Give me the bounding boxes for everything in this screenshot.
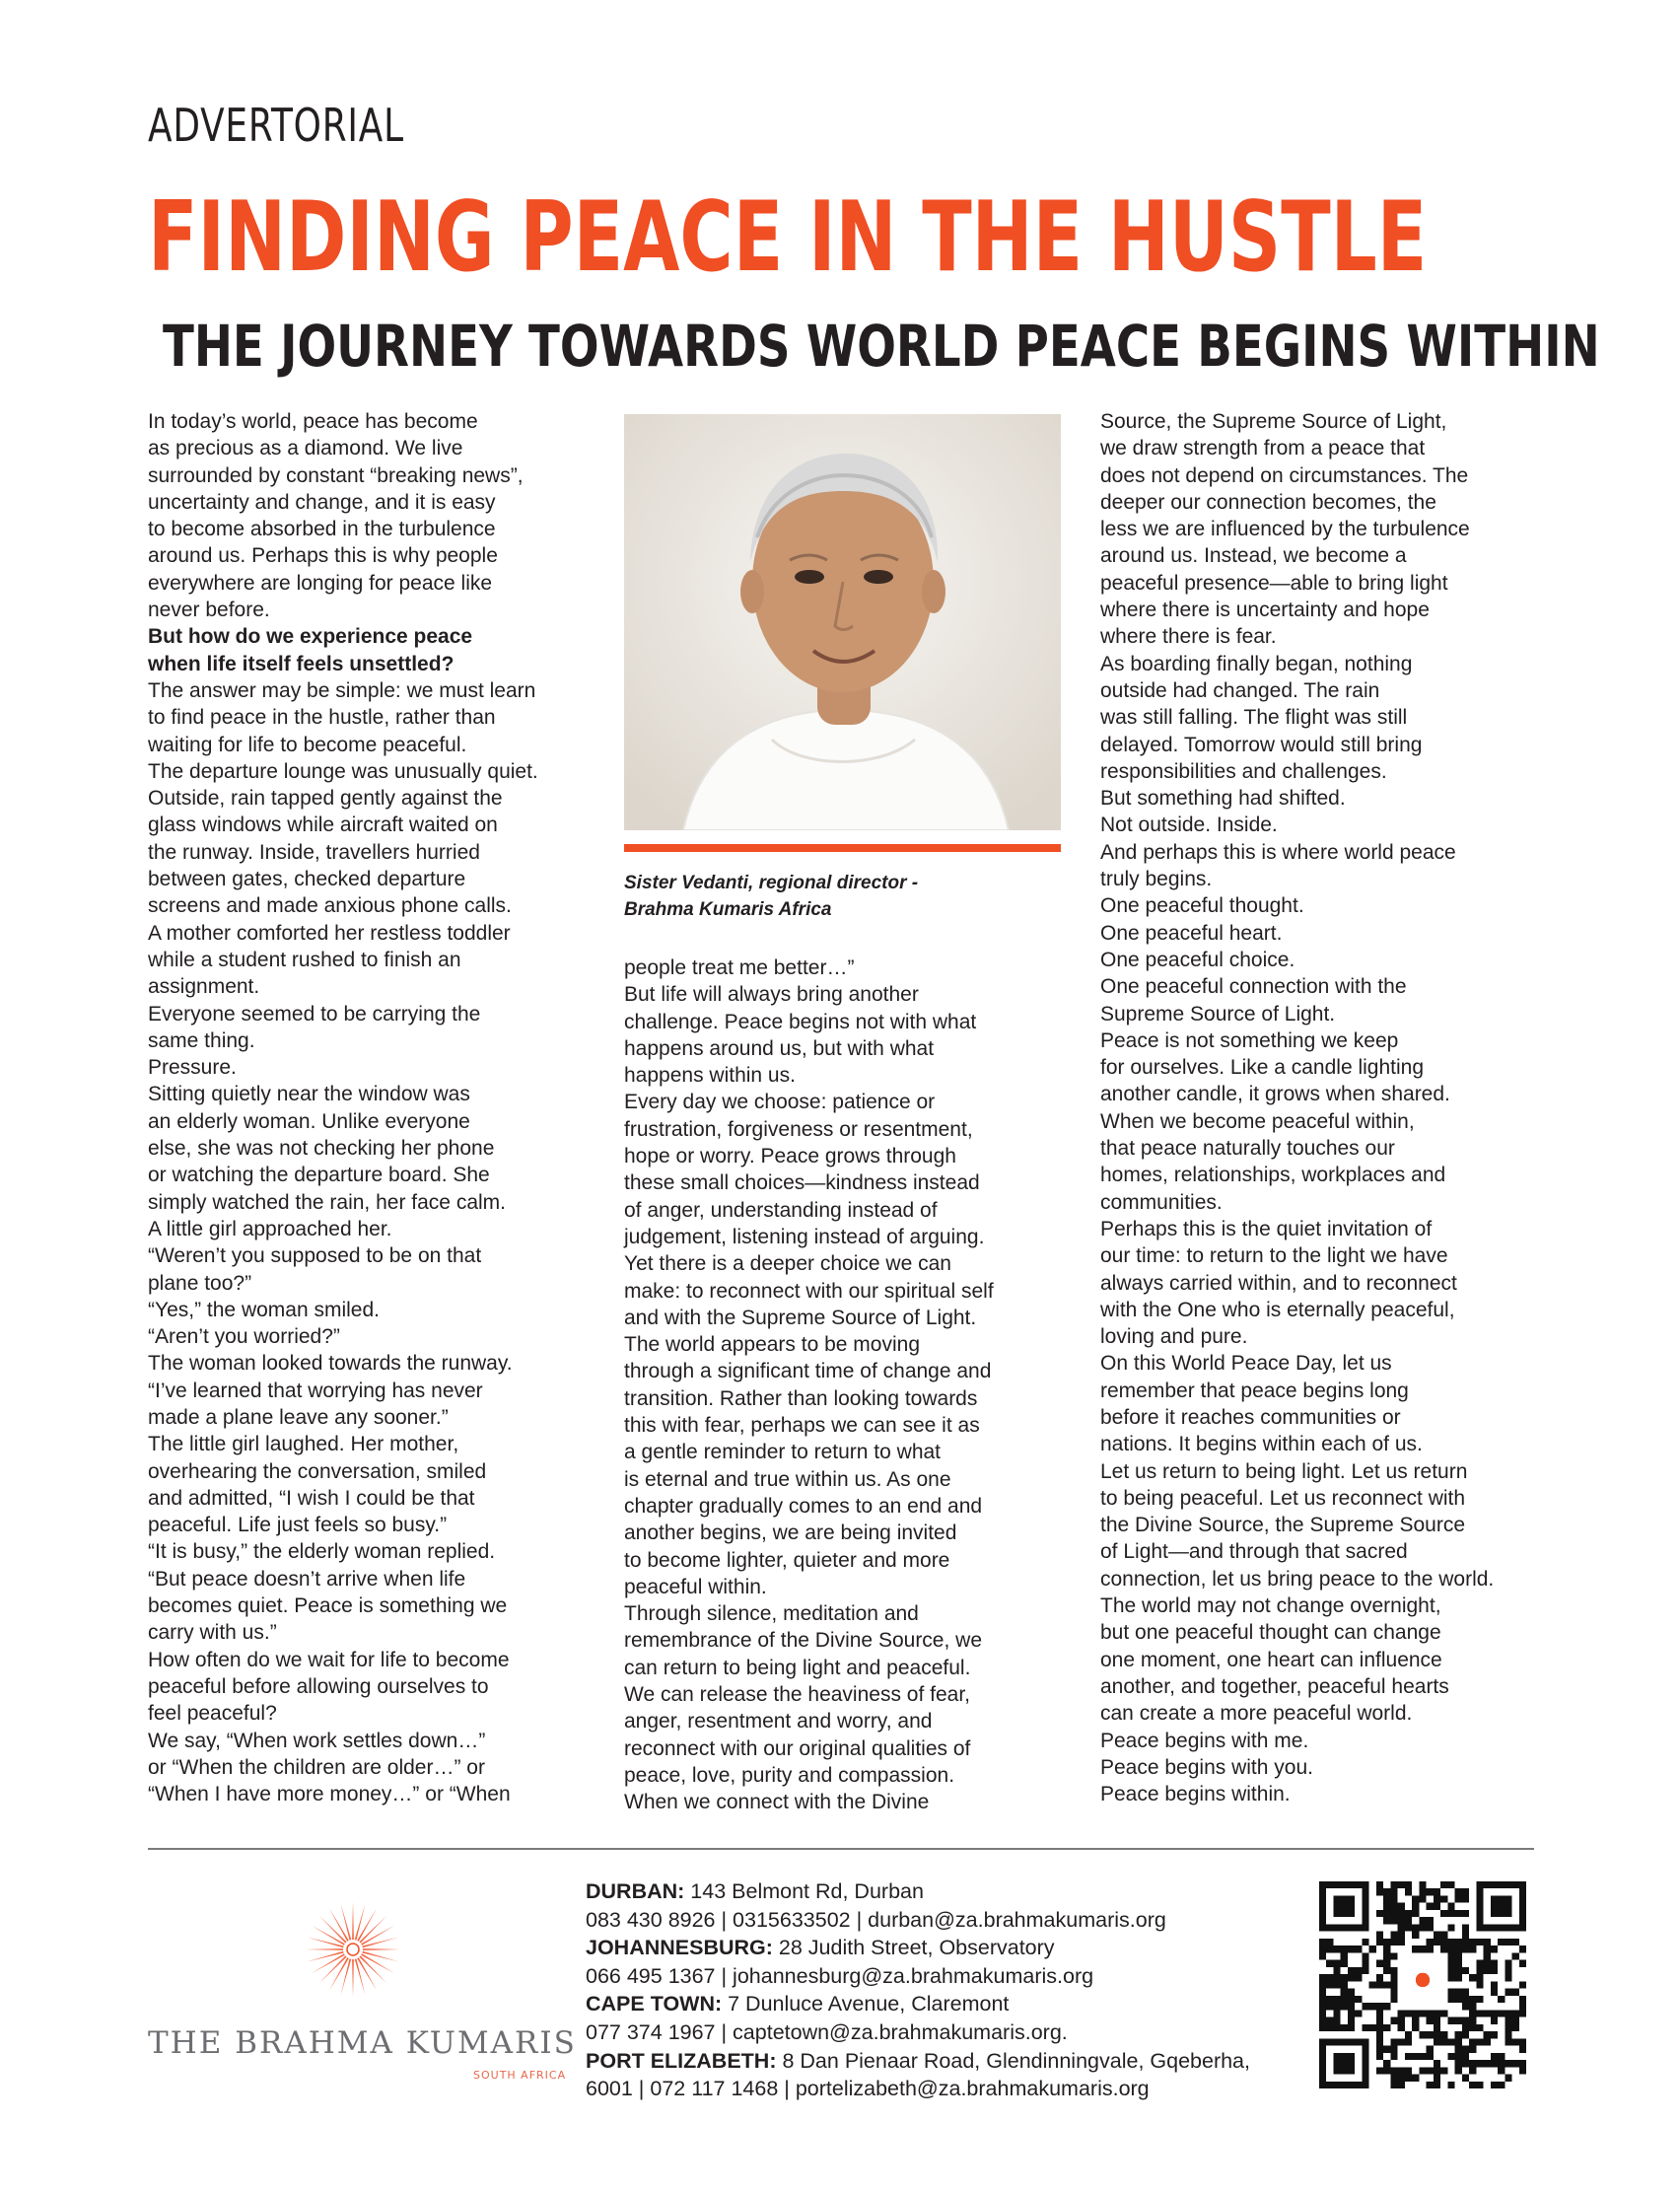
article-line: The answer may be simple: we must learn	[148, 678, 536, 702]
qr-code-icon[interactable]	[1319, 1881, 1526, 2088]
article-line: Yet there is a deeper choice we can	[624, 1252, 951, 1276]
article-line: communities.	[1100, 1190, 1223, 1214]
article-line: One peaceful heart.	[1100, 921, 1283, 945]
article-line: peace, love, purity and compassion.	[624, 1763, 955, 1787]
article-line: remember that peace begins long	[1100, 1379, 1409, 1402]
caption-line-2: Brahma Kumaris Africa	[624, 899, 832, 920]
article-line: “It is busy,” the elderly woman replied.	[148, 1540, 496, 1564]
article-line: And perhaps this is where world peace	[1100, 840, 1456, 864]
article-line: was still falling. The flight was still	[1100, 706, 1408, 730]
article-line: truly begins.	[1100, 868, 1213, 891]
article-line: The departure lounge was unusually quiet.	[148, 759, 538, 783]
article-line: everywhere are longing for peace like	[148, 571, 493, 595]
article-line: Through silence, meditation and	[624, 1602, 919, 1626]
article-line: outside had changed. The rain	[1100, 678, 1380, 702]
article-line: When we connect with the Divine	[624, 1791, 930, 1814]
article-line: One peaceful thought.	[1100, 894, 1304, 918]
article-line: of Light—and through that sacred	[1100, 1540, 1408, 1564]
article-line: this with fear, perhaps we can see it as	[624, 1414, 980, 1438]
article-line: judgement, listening instead of arguing.	[624, 1225, 985, 1248]
article-line: anger, resentment and worry, and	[624, 1710, 933, 1733]
article-line: these small choices—kindness instead	[624, 1171, 980, 1195]
radiating-sun-icon	[299, 1895, 407, 2004]
article-line: reconnect with our original qualities of	[624, 1736, 971, 1760]
article-line: one moment, one heart can influence	[1100, 1648, 1442, 1671]
article-line: How often do we wait for life to become	[148, 1648, 510, 1671]
contact-capetown-details[interactable]: 077 374 1967 | captetown@za.brahmakumaris.org.	[586, 2019, 1068, 2044]
article-line: to being peaceful. Let us reconnect with	[1100, 1486, 1466, 1510]
article-line: where there is fear.	[1100, 625, 1277, 649]
article-line: “I’ve learned that worrying has never	[148, 1379, 483, 1402]
article-line: homes, relationships, workplaces and	[1100, 1164, 1446, 1187]
article-line: A mother comforted her restless toddler	[148, 921, 511, 945]
article-line: another candle, it grows when shared.	[1100, 1083, 1450, 1106]
article-line: Peace begins with me.	[1100, 1729, 1309, 1752]
article-line: A little girl approached her.	[148, 1217, 392, 1240]
article-line: of anger, understanding instead of	[624, 1198, 938, 1222]
article-line: Peace begins with you.	[1100, 1755, 1313, 1779]
portrait-photo	[624, 414, 1061, 830]
article-line: always carried within, and to reconnect	[1100, 1271, 1457, 1295]
article-line: can create a more peaceful world.	[1100, 1702, 1413, 1726]
article-line: deeper our connection becomes, the	[1100, 490, 1436, 514]
photo-accent-rule	[624, 844, 1061, 852]
article-line: or watching the departure board. She	[148, 1164, 490, 1187]
article-line: peaceful. Life just feels so busy.”	[148, 1514, 448, 1537]
article-line: delayed. Tomorrow would still bring	[1100, 733, 1423, 756]
article-line: around us. Instead, we become a	[1100, 544, 1407, 568]
article-line: when life itself feels unsettled?	[148, 652, 455, 675]
contact-durban-details[interactable]: 083 430 8926 | 0315633502 | durban@za.brahmakumaris.org	[586, 1907, 1166, 1932]
article-line: our time: to return to the light we have	[1100, 1244, 1448, 1268]
article-line: “Weren’t you supposed to be on that	[148, 1244, 482, 1268]
article-line: through a significant time of change and	[624, 1360, 992, 1383]
contact-johannesburg-details[interactable]: 066 495 1367 | johannesburg@za.brahmakumaris.org	[586, 1963, 1094, 1988]
article-line: make: to reconnect with our spiritual self	[624, 1279, 994, 1303]
article-line: less we are influenced by the turbulence	[1100, 518, 1470, 541]
article-line: overhearing the conversation, smiled	[148, 1459, 487, 1483]
article-line: nations. It begins within each of us.	[1100, 1433, 1423, 1456]
article-line: else, she was not checking her phone	[148, 1137, 495, 1161]
article-line: Supreme Source of Light.	[1100, 1002, 1336, 1026]
article-line: We can release the heaviness of fear,	[624, 1683, 970, 1707]
article-line: But how do we experience peace	[148, 625, 473, 649]
article-line: One peaceful connection with the	[1100, 975, 1407, 999]
article-line: the Divine Source, the Supreme Source	[1100, 1514, 1466, 1537]
article-line: frustration, forgiveness or resentment,	[624, 1117, 973, 1141]
article-line: simply watched the rain, her face calm.	[148, 1190, 506, 1214]
article-line: Source, the Supreme Source of Light,	[1100, 410, 1447, 433]
article-line: waiting for life to become peaceful.	[148, 733, 467, 756]
article-line: In today’s world, peace has become	[148, 410, 478, 433]
article-line: assignment.	[148, 975, 260, 999]
article-line: does not depend on circumstances. The	[1100, 463, 1469, 487]
article-column-2	[624, 955, 1063, 1816]
article-line: screens and made anxious phone calls.	[148, 894, 512, 918]
article-line: But life will always bring another	[624, 983, 919, 1007]
article-line: Peace is not something we keep	[1100, 1028, 1399, 1052]
article-line: Pressure.	[148, 1056, 237, 1080]
article-line: same thing.	[148, 1028, 255, 1052]
article-line: while a student rushed to finish an	[148, 948, 461, 971]
article-line: around us. Perhaps this is why people	[148, 544, 498, 568]
contact-capetown-address: CAPE TOWN: 7 Dunluce Avenue, Claremont	[586, 1992, 1010, 2016]
article-line: where there is uncertainty and hope	[1100, 599, 1430, 622]
article-line: never before.	[148, 599, 270, 622]
article-line: The world appears to be moving	[624, 1333, 920, 1357]
contact-johannesburg-address: JOHANNESBURG: 28 Judith Street, Observatory	[586, 1936, 1055, 1960]
article-line: peaceful before allowing ourselves to	[148, 1674, 489, 1698]
article-line: glass windows while aircraft waited on	[148, 814, 498, 837]
article-line: Every day we choose: patience or	[624, 1091, 936, 1114]
article-line: an elderly woman. Unlike everyone	[148, 1109, 470, 1133]
article-line: becomes quiet. Peace is something we	[148, 1594, 508, 1618]
article-line: the runway. Inside, travellers hurried	[148, 840, 480, 864]
article-column-3	[1100, 408, 1538, 1807]
article-line: a gentle reminder to return to what	[624, 1441, 942, 1464]
article-line: happens within us.	[624, 1064, 796, 1088]
footer-divider	[148, 1848, 1534, 1850]
article-line: Not outside. Inside.	[1100, 814, 1278, 837]
article-line: On this World Peace Day, let us	[1100, 1352, 1392, 1376]
article-line: people treat me better…”	[624, 956, 855, 979]
article-line: “When I have more money…” or “When	[148, 1783, 511, 1806]
article-line: surrounded by constant “breaking news”,	[148, 463, 524, 487]
article-line: is eternal and true within us. As one	[624, 1467, 951, 1491]
headline: FINDING PEACE IN THE HUSTLE	[148, 181, 1428, 294]
subheadline: THE JOURNEY TOWARDS WORLD PEACE BEGINS WITHIN	[163, 313, 1600, 380]
article-line: transition. Rather than looking towards	[624, 1386, 978, 1410]
logo-name: THE BRAHMA KUMARIS	[148, 2025, 577, 2061]
article-line: The world may not change overnight,	[1100, 1594, 1441, 1618]
article-line: feel peaceful?	[148, 1702, 277, 1726]
article-line: we draw strength from a peace that	[1100, 437, 1426, 460]
article-line: carry with us.”	[148, 1621, 277, 1645]
article-line: another begins, we are being invited	[624, 1521, 957, 1545]
article-line: happens around us, but with what	[624, 1036, 935, 1060]
article-line: but one peaceful thought can change	[1100, 1621, 1441, 1645]
photo-caption	[624, 870, 1061, 923]
article-line: peaceful presence—able to bring light	[1100, 571, 1448, 595]
logo-region: SOUTH AFRICA	[473, 2069, 567, 2082]
brand-logo	[148, 1895, 577, 2092]
article-column-1	[148, 408, 582, 1807]
article-line: One peaceful choice.	[1100, 948, 1295, 971]
article-line: The woman looked towards the runway.	[148, 1352, 513, 1376]
article-line: plane too?”	[148, 1271, 252, 1295]
article-line: challenge. Peace begins not with what	[624, 1010, 977, 1033]
article-line: uncertainty and change, and it is easy	[148, 490, 496, 514]
contact-durban-address: DURBAN: 143 Belmont Rd, Durban	[586, 1879, 924, 1903]
article-line: or “When the children are older…” or	[148, 1755, 485, 1779]
article-line: as precious as a diamond. We live	[148, 437, 463, 460]
article-line: loving and pure.	[1100, 1325, 1248, 1349]
article-line: with the One who is eternally peaceful,	[1100, 1298, 1455, 1321]
article-line: When we become peaceful within,	[1100, 1109, 1415, 1133]
article-line: Perhaps this is the quiet invitation of	[1100, 1217, 1433, 1240]
article-line: can return to being light and peaceful.	[624, 1656, 971, 1679]
article-line: that peace naturally touches our	[1100, 1137, 1395, 1161]
article-line: Sitting quietly near the window was	[148, 1083, 470, 1106]
article-line: to become absorbed in the turbulence	[148, 518, 496, 541]
caption-line-1: Sister Vedanti, regional director -	[624, 873, 919, 893]
contact-portelizabeth-address: PORT ELIZABETH: 8 Dan Pienaar Road, Glendinningvale, Gqeberha,	[586, 2048, 1250, 2073]
article-line: and with the Supreme Source of Light.	[624, 1306, 977, 1329]
contact-list	[586, 1877, 1315, 2103]
section-kicker: ADVERTORIAL	[148, 99, 404, 152]
article-line: connection, let us bring peace to the world.	[1100, 1567, 1495, 1591]
article-line: chapter gradually comes to an end and	[624, 1494, 983, 1518]
article-line: to become lighter, quieter and more	[624, 1548, 950, 1572]
article-line: hope or worry. Peace grows through	[624, 1145, 956, 1168]
article-line: another, and together, peaceful hearts	[1100, 1674, 1449, 1698]
article-line: for ourselves. Like a candle lighting	[1100, 1056, 1425, 1080]
article-line: responsibilities and challenges.	[1100, 759, 1387, 783]
article-line: The little girl laughed. Her mother,	[148, 1433, 459, 1456]
article-line: “Yes,” the woman smiled.	[148, 1298, 380, 1321]
article-line: before it reaches communities or	[1100, 1405, 1401, 1429]
article-line: Everyone seemed to be carrying the	[148, 1002, 481, 1026]
article-line: Peace begins within.	[1100, 1783, 1291, 1806]
contact-portelizabeth-details[interactable]: 6001 | 072 117 1468 | portelizabeth@za.brahmakumaris.org	[586, 2077, 1150, 2101]
portrait-illustration-icon	[624, 414, 1061, 830]
article-line: But something had shifted.	[1100, 787, 1346, 811]
article-line: Let us return to being light. Let us return	[1100, 1459, 1468, 1483]
article-line: between gates, checked departure	[148, 868, 466, 891]
article-line: and admitted, “I wish I could be that	[148, 1486, 475, 1510]
article-line: Outside, rain tapped gently against the	[148, 787, 503, 811]
article-line: to find peace in the hustle, rather than	[148, 706, 496, 730]
article-line: We say, “When work settles down…”	[148, 1729, 486, 1752]
article-line: remembrance of the Divine Source, we	[624, 1629, 982, 1653]
article-line: made a plane leave any sooner.”	[148, 1405, 449, 1429]
article-line: As boarding finally began, nothing	[1100, 652, 1413, 675]
article-line: “Aren’t you worried?”	[148, 1325, 340, 1349]
article-line: “But peace doesn’t arrive when life	[148, 1567, 466, 1591]
article-line: peaceful within.	[624, 1575, 767, 1598]
